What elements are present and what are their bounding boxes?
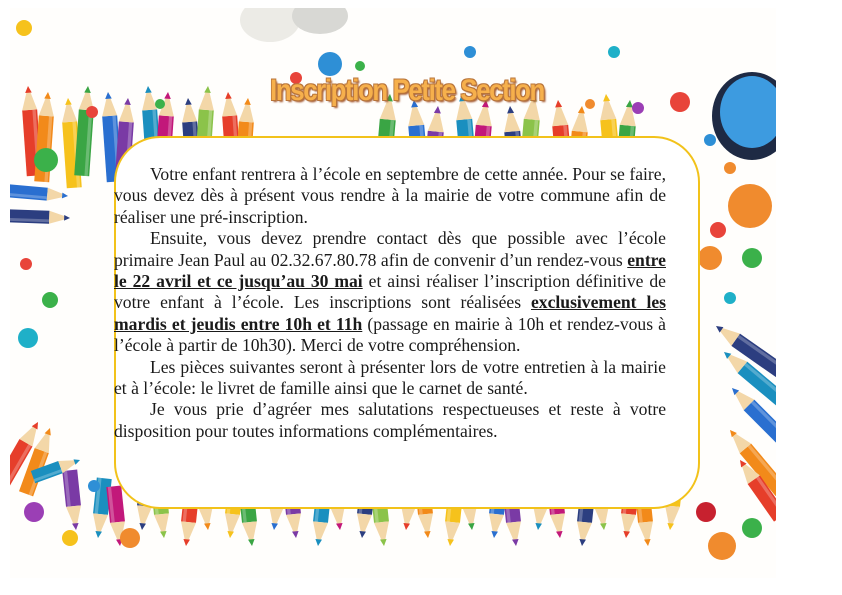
paint-dot-icon — [88, 480, 100, 492]
paragraph — [114, 357, 666, 400]
paragraph-text: Votre enfant rentrera à l’école en septembre de cette année. Pour se faire, vous devez dès à présent vous rendre à la mairie de votre commune afin de réaliser une pré-inscription. — [114, 164, 666, 227]
colored-pencil-icon — [10, 209, 70, 224]
paint-dot-icon — [608, 46, 620, 58]
paint-dot-icon — [355, 61, 365, 71]
paint-dot-icon — [155, 99, 165, 109]
paint-dot-icon — [42, 292, 58, 308]
paint-dot-icon — [708, 532, 736, 560]
paint-dot-icon — [704, 134, 716, 146]
paint-dot-icon — [24, 502, 44, 522]
colored-pencil-icon — [10, 184, 69, 202]
colored-pencil-icon — [62, 470, 83, 531]
emphasized-text: entre le 22 avril et ce jusqu’au 30 mai — [114, 249, 666, 292]
paint-dot-icon — [696, 502, 716, 522]
paint-dot-icon — [120, 528, 140, 548]
paragraph-text: Les pièces suivantes seront à présenter lors de votre entretien à la mairie et à l’école: le livret de famille ainsi que le carnet de santé. — [114, 356, 666, 399]
paragraph-text: Ensuite, vous devez prendre contact dès que possible avec l’école primaire Jean Paul au 02.32.67.80.78 afin de convenir d’un rendez-vous — [114, 228, 666, 270]
paint-dot-icon — [632, 102, 644, 114]
paint-dot-icon — [710, 222, 726, 238]
paint-dot-icon — [724, 292, 736, 304]
paint-dot-icon — [728, 184, 772, 228]
paint-dot-icon — [86, 106, 98, 118]
paint-dot-icon — [464, 46, 476, 58]
paint-dot-icon — [16, 20, 32, 36]
paint-pot-icon — [292, 8, 348, 34]
paint-dot-icon — [698, 246, 722, 270]
paint-dot-icon — [34, 148, 58, 172]
paint-dot-icon — [742, 248, 762, 268]
paint-pot-icon — [240, 8, 300, 42]
paragraph — [114, 164, 666, 228]
paint-dot-icon — [62, 530, 78, 546]
paint-dot-icon — [670, 92, 690, 112]
paragraph-text: (passage en mairie à 10h et rendez-vous à l’école à partir de 10h30). Merci de votre compréhension. — [114, 313, 666, 356]
emphasized-text: exclusivement les mardis et jeudis entre 10h et 11h — [114, 292, 666, 334]
paint-dot-icon — [20, 258, 32, 270]
paint-dot-icon — [18, 328, 38, 348]
paint-dot-icon — [742, 518, 762, 538]
paint-dot-icon — [318, 52, 342, 76]
paint-dot-icon — [585, 99, 595, 109]
body-text — [114, 164, 666, 442]
paragraph — [114, 399, 666, 442]
paragraph-text: Je vous prie d’agréer mes salutations respectueuses et reste à votre disposition pour toutes informations complémentaires. — [114, 399, 666, 441]
paragraph — [114, 228, 666, 356]
colored-pencil-icon — [74, 85, 95, 176]
page-title: Inscription Petite Section — [270, 74, 544, 107]
paint-dot-icon — [724, 162, 736, 174]
paragraph-text: et ainsi réaliser l’inscription définitive de votre enfant à l’école. Les inscriptions sont réalisées — [114, 271, 666, 313]
